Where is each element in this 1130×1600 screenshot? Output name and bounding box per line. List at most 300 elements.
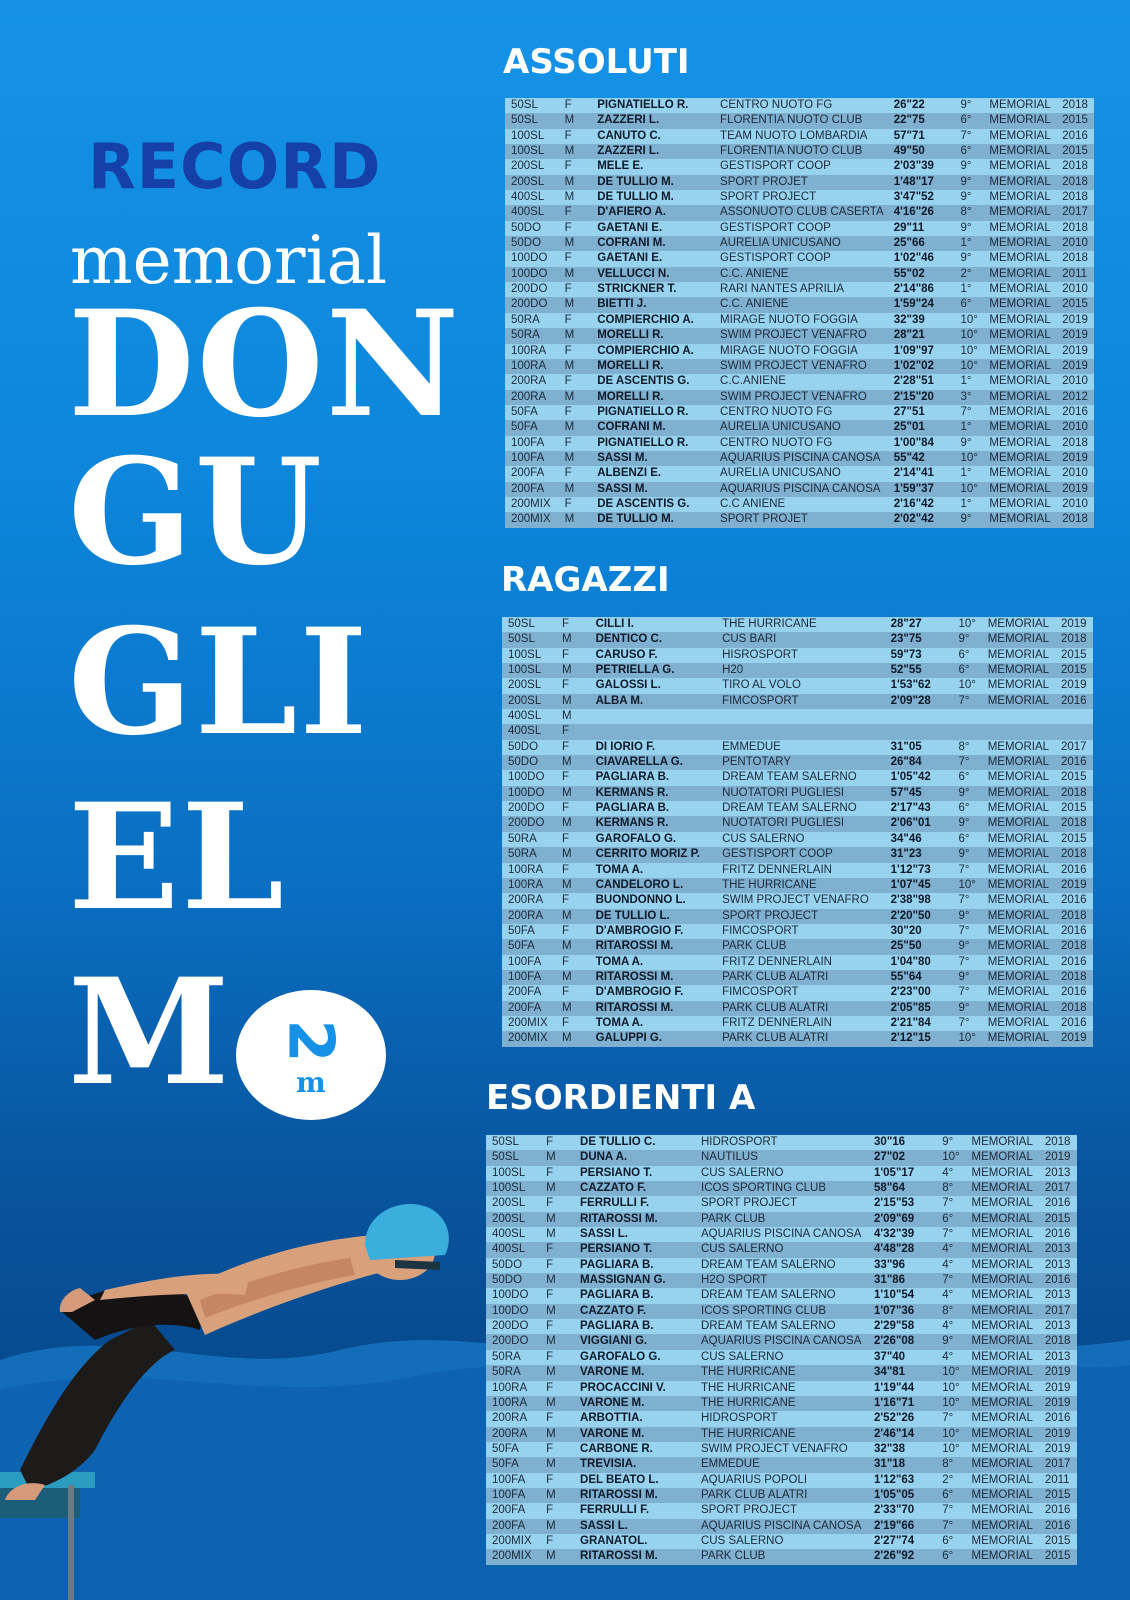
name-cell: CAZZATO F. [574,1181,695,1196]
year-cell: 2015 [1055,648,1093,663]
club-cell: CENTRO NUOTO FG [714,98,888,113]
table-row [505,512,1094,527]
memorial-cell: MEMORIAL [966,1534,1039,1549]
table-row [502,694,1093,709]
table-row [486,1150,1077,1165]
event-cell: 50DO [505,221,559,236]
place-cell: 1° [954,497,983,512]
year-cell: 2016 [1055,863,1093,878]
time-cell: 28"21 [888,328,955,343]
table-row [502,1001,1093,1016]
sex-cell: F [559,344,592,359]
place-cell: 9° [952,909,981,924]
memorial-cell: MEMORIAL [982,694,1055,709]
table-row [486,1288,1077,1303]
place-cell: 7° [936,1519,965,1534]
event-cell: 100RA [505,359,559,374]
event-cell: 400SL [505,205,559,220]
name-cell: DE TULLIO C. [574,1135,695,1150]
event-cell: 50RA [505,313,559,328]
memorial-cell: MEMORIAL [983,328,1056,343]
sex-cell: F [556,678,590,693]
event-cell: 400SL [502,709,556,724]
club-cell: SPORT PROJECT [714,190,888,205]
time-cell: 2'03"39 [888,159,955,174]
place-cell: 7° [952,863,981,878]
esordienti-table [486,1135,1077,1565]
place-cell: 7° [952,1016,981,1031]
memorial-cell: MEMORIAL [983,144,1056,159]
time-cell: 55"02 [888,267,955,282]
event-cell: 50SL [486,1135,540,1150]
table-row [502,909,1093,924]
name-cell: COMPIERCHIO A. [591,313,714,328]
sex-cell: F [559,221,592,236]
memorial-cell: MEMORIAL [982,863,1055,878]
name-cell: CILLI I. [590,617,716,632]
sex-cell: F [540,1503,574,1518]
club-cell [716,709,885,724]
sex-cell: F [556,1016,590,1031]
memorial-cell: MEMORIAL [982,1016,1055,1031]
place-cell: 9° [954,190,983,205]
club-cell: DREAM TEAM SALERNO [716,801,885,816]
club-cell: AURELIA UNICUSANO [714,236,888,251]
sex-cell: M [559,390,592,405]
time-cell: 2'21"84 [885,1016,953,1031]
sex-cell: F [559,436,592,451]
name-cell: MORELLI R. [591,390,714,405]
year-cell: 2016 [1056,129,1094,144]
name-cell: RITAROSSI M. [590,970,716,985]
club-cell: THE HURRICANE [695,1396,868,1411]
year-cell: 2016 [1039,1227,1077,1242]
time-cell: 27"02 [868,1150,936,1165]
club-cell: AQUARIUS PISCINA CANOSA [695,1334,868,1349]
table-row [505,129,1094,144]
place-cell: 6° [936,1488,965,1503]
event-cell: 200RA [486,1411,540,1426]
memorial-cell: MEMORIAL [982,1001,1055,1016]
table-row [505,159,1094,174]
time-cell: 2'06"01 [885,816,953,831]
place-cell: 6° [952,832,981,847]
name-cell: SASSI M. [591,482,714,497]
time-cell: 1'09"97 [888,344,955,359]
club-cell: GESTISPORT COOP [714,159,888,174]
name-cell: GAETANI E. [591,251,714,266]
table-row [505,190,1094,205]
table-row [505,344,1094,359]
table-row [486,1396,1077,1411]
year-cell: 2016 [1039,1273,1077,1288]
time-cell: 2'23"00 [885,985,953,1000]
place-cell: 10° [954,344,983,359]
memorial-cell: MEMORIAL [982,632,1055,647]
time-cell: 2'09"28 [885,694,953,709]
name-cell: MORELLI R. [591,359,714,374]
name-cell: CERRITO MORIZ P. [590,847,716,862]
time-cell: 26"84 [885,755,953,770]
event-cell: 100RA [505,344,559,359]
sex-cell: M [556,1031,590,1046]
table-row [486,1534,1077,1549]
sex-cell: F [540,1381,574,1396]
time-cell: 25"50 [885,939,953,954]
year-cell: 2017 [1039,1181,1077,1196]
event-cell: 100DO [486,1304,540,1319]
table-row [486,1381,1077,1396]
club-cell: SPORT PROJET [714,175,888,190]
club-cell: AQUARIUS POPOLI [695,1473,868,1488]
event-cell: 200DO [486,1334,540,1349]
event-cell: 200RA [505,390,559,405]
place-cell: 7° [936,1273,965,1288]
name-line-1: DON [68,279,462,450]
event-cell: 200RA [502,909,556,924]
event-cell: 50DO [505,236,559,251]
event-cell: 100FA [486,1488,540,1503]
table-row [486,1473,1077,1488]
memorial-cell: MEMORIAL [966,1150,1039,1165]
event-cell: 200FA [505,482,559,497]
memorial-cell: MEMORIAL [982,1031,1055,1046]
year-cell: 2018 [1055,816,1093,831]
year-cell: 2018 [1056,436,1094,451]
time-cell: 1'05"42 [885,770,953,785]
sex-cell: F [556,740,590,755]
memorial-cell: MEMORIAL [966,1304,1039,1319]
club-cell: C.C. ANIENE [714,267,888,282]
assoluti-title: ASSOLUTI [503,42,690,82]
event-cell: 50FA [486,1457,540,1472]
table-row [486,1258,1077,1273]
name-cell: KERMANS R. [590,816,716,831]
year-cell: 2017 [1056,205,1094,220]
sex-cell: F [540,1534,574,1549]
place-cell: 4° [936,1350,965,1365]
time-cell: 25"66 [888,236,955,251]
memorial-cell: MEMORIAL [982,893,1055,908]
name-cell: CIAVARELLA G. [590,755,716,770]
table-row [505,282,1094,297]
place-cell: 10° [952,1031,981,1046]
name-cell: GAROFALO G. [590,832,716,847]
name-cell: PAGLIARA B. [574,1258,695,1273]
event-cell: 100FA [502,970,556,985]
name-cell: PROCACCINI V. [574,1381,695,1396]
memorial-cell: MEMORIAL [983,374,1056,389]
year-cell: 2010 [1056,466,1094,481]
memorial-cell: MEMORIAL [966,1196,1039,1211]
memorial-cell: MEMORIAL [982,878,1055,893]
year-cell: 2010 [1056,236,1094,251]
year-cell: 2016 [1055,893,1093,908]
event-cell: 200DO [502,801,556,816]
place-cell: 6° [954,144,983,159]
sex-cell: M [540,1150,574,1165]
year-cell: 2012 [1056,390,1094,405]
place-cell: 10° [952,617,981,632]
logo-badge [236,990,386,1120]
name-cell: VARONE M. [574,1396,695,1411]
memorial-cell: MEMORIAL [982,832,1055,847]
event-cell: 200MIX [505,512,559,527]
table-row [486,1457,1077,1472]
time-cell: 1'05"05 [868,1488,936,1503]
club-cell: AURELIA UNICUSANO [714,466,888,481]
sex-cell: M [540,1334,574,1349]
table-row [486,1242,1077,1257]
year-cell: 2016 [1055,924,1093,939]
name-cell: DE ASCENTIS G. [591,497,714,512]
memorial-cell: MEMORIAL [966,1381,1039,1396]
event-cell: 100FA [505,436,559,451]
year-cell: 2018 [1039,1135,1077,1150]
sex-cell: M [556,694,590,709]
event-cell: 100RA [502,878,556,893]
time-cell: 1'02"46 [888,251,955,266]
year-cell: 2017 [1039,1304,1077,1319]
sex-cell: F [559,282,592,297]
time-cell: 34"46 [885,832,953,847]
table-row [486,1166,1077,1181]
sex-cell: F [559,313,592,328]
sex-cell: M [540,1396,574,1411]
name-line-3: GLI [68,597,370,768]
year-cell: 2015 [1055,832,1093,847]
place-cell: 6° [954,113,983,128]
club-cell: PARK CLUB ALATRI [716,1031,885,1046]
table-row [486,1334,1077,1349]
place-cell: 4° [936,1319,965,1334]
club-cell: HIDROSPORT [695,1411,868,1426]
time-cell: 2'14"41 [888,466,955,481]
club-cell: NUOTATORI PUGLIESI [716,816,885,831]
year-cell: 2015 [1039,1488,1077,1503]
club-cell: HISROSPORT [716,648,885,663]
time-cell: 31"18 [868,1457,936,1472]
table-row [502,970,1093,985]
table-row [502,663,1093,678]
place-cell: 10° [954,359,983,374]
memorial-cell: MEMORIAL [983,466,1056,481]
event-cell: 50RA [502,832,556,847]
club-cell: SWIM PROJECT VENAFRO [716,893,885,908]
year-cell: 2019 [1039,1150,1077,1165]
name-cell: COFRANI M. [591,420,714,435]
memorial-cell: MEMORIAL [983,482,1056,497]
name-cell: D'AFIERO A. [591,205,714,220]
memorial-cell: MEMORIAL [983,175,1056,190]
memorial-cell: MEMORIAL [983,267,1056,282]
name-cell: MELE E. [591,159,714,174]
event-cell: 100SL [486,1181,540,1196]
club-cell: DREAM TEAM SALERNO [695,1288,868,1303]
sex-cell: F [556,863,590,878]
name-cell: MASSIGNAN G. [574,1273,695,1288]
year-cell: 2017 [1039,1457,1077,1472]
name-cell: VELLUCCI N. [591,267,714,282]
club-cell: CUS SALERNO [716,832,885,847]
time-cell: 33"96 [868,1258,936,1273]
sex-cell: M [540,1549,574,1564]
club-cell: CUS BARI [716,632,885,647]
time-cell: 2'33"70 [868,1503,936,1518]
year-cell: 2016 [1055,755,1093,770]
name-cell: CANDELORO L. [590,878,716,893]
table-row [502,955,1093,970]
place-cell: 7° [936,1227,965,1242]
event-cell: 50DO [502,740,556,755]
place-cell: 2° [954,267,983,282]
time-cell: 32"39 [888,313,955,328]
name-cell: TOMA A. [590,863,716,878]
event-cell: 100DO [502,770,556,785]
table-row [502,770,1093,785]
name-cell: SASSI L. [574,1519,695,1534]
memorial-cell: MEMORIAL [983,282,1056,297]
time-cell: 22"75 [888,113,955,128]
club-cell: AQUARIUS PISCINA CANOSA [695,1519,868,1534]
year-cell: 2019 [1056,451,1094,466]
table-row [502,832,1093,847]
place-cell: 10° [936,1150,965,1165]
place-cell: 10° [952,878,981,893]
place-cell: 6° [936,1212,965,1227]
event-cell: 400SL [505,190,559,205]
club-cell: THE HURRICANE [695,1427,868,1442]
club-cell: NAUTILUS [695,1150,868,1165]
time-cell: 57"45 [885,786,953,801]
time-cell: 2'16"42 [888,497,955,512]
sex-cell: F [559,205,592,220]
memorial-label: memorial [70,222,388,299]
table-row [505,251,1094,266]
memorial-cell: MEMORIAL [966,1411,1039,1426]
name-cell: DE TULLIO L. [590,909,716,924]
year-cell: 2016 [1055,955,1093,970]
sex-cell: F [540,1411,574,1426]
year-cell: 2019 [1055,678,1093,693]
name-cell: DE TULLIO M. [591,512,714,527]
place-cell: 10° [936,1396,965,1411]
club-cell: SWIM PROJECT VENAFRO [695,1442,868,1457]
time-cell: 2'29"58 [868,1319,936,1334]
sex-cell: F [559,405,592,420]
name-cell: RITAROSSI M. [574,1488,695,1503]
event-cell: 50RA [505,328,559,343]
time-cell: 2'27"74 [868,1534,936,1549]
time-cell: 31"05 [885,740,953,755]
name-cell: COFRANI M. [591,236,714,251]
place-cell: 10° [954,482,983,497]
club-cell: FLORENTIA NUOTO CLUB [714,113,888,128]
time-cell: 2'26"08 [868,1334,936,1349]
place-cell: 10° [936,1427,965,1442]
club-cell: TEAM NUOTO LOMBARDIA [714,129,888,144]
time-cell: 2'15"20 [888,390,955,405]
table-row [505,144,1094,159]
record-label: RECORD [88,130,382,203]
memorial-cell: MEMORIAL [966,1503,1039,1518]
year-cell: 2019 [1039,1396,1077,1411]
place-cell: 9° [952,939,981,954]
sex-cell: F [540,1166,574,1181]
name-cell: DE ASCENTIS G. [591,374,714,389]
club-cell: FIMCOSPORT [716,694,885,709]
table-row [486,1181,1077,1196]
table-row [486,1212,1077,1227]
name-cell: PIGNATIELLO R. [591,98,714,113]
event-cell: 200RA [502,893,556,908]
sex-cell: M [556,709,590,724]
sex-cell: F [559,466,592,481]
time-cell: 59"73 [885,648,953,663]
sex-cell: M [559,267,592,282]
place-cell: 9° [954,512,983,527]
memorial-cell: MEMORIAL [982,847,1055,862]
table-row [505,482,1094,497]
table-row [502,878,1093,893]
year-cell: 2018 [1056,251,1094,266]
club-cell: PENTOTARY [716,755,885,770]
memorial-cell: MEMORIAL [983,451,1056,466]
club-cell: EMMEDUE [695,1457,868,1472]
sex-cell: M [556,909,590,924]
place-cell: 7° [952,924,981,939]
time-cell: 4'48"28 [868,1242,936,1257]
year-cell: 2011 [1056,267,1094,282]
event-cell: 100FA [505,451,559,466]
memorial-cell: MEMORIAL [982,985,1055,1000]
name-cell [590,724,716,739]
sex-cell: F [559,374,592,389]
memorial-cell: MEMORIAL [982,801,1055,816]
club-cell: FRITZ DENNERLAIN [716,955,885,970]
table-row [486,1273,1077,1288]
club-cell: FRITZ DENNERLAIN [716,1016,885,1031]
table-row [502,939,1093,954]
memorial-cell: MEMORIAL [966,1319,1039,1334]
time-cell: 2'02"42 [888,512,955,527]
year-cell: 2019 [1056,313,1094,328]
sex-cell: F [540,1473,574,1488]
event-cell: 200FA [486,1519,540,1534]
table-row [502,847,1093,862]
memorial-cell: MEMORIAL [966,1166,1039,1181]
name-cell: GRANATOL. [574,1534,695,1549]
table-row [505,175,1094,190]
name-cell: DUNA A. [574,1150,695,1165]
time-cell: 27"51 [888,405,955,420]
memorial-cell: MEMORIAL [983,113,1056,128]
name-cell: RITAROSSI M. [590,939,716,954]
event-cell: 100RA [486,1396,540,1411]
place-cell: 7° [952,755,981,770]
time-cell [885,724,953,739]
table-row [502,786,1093,801]
name-cell: PERSIANO T. [574,1166,695,1181]
year-cell: 2018 [1039,1334,1077,1349]
memorial-cell: MEMORIAL [966,1519,1039,1534]
table-row [505,113,1094,128]
memorial-cell: MEMORIAL [966,1212,1039,1227]
event-cell: 200DO [505,282,559,297]
table-row [505,466,1094,481]
club-cell: CUS SALERNO [695,1350,868,1365]
time-cell: 1'59"37 [888,482,955,497]
